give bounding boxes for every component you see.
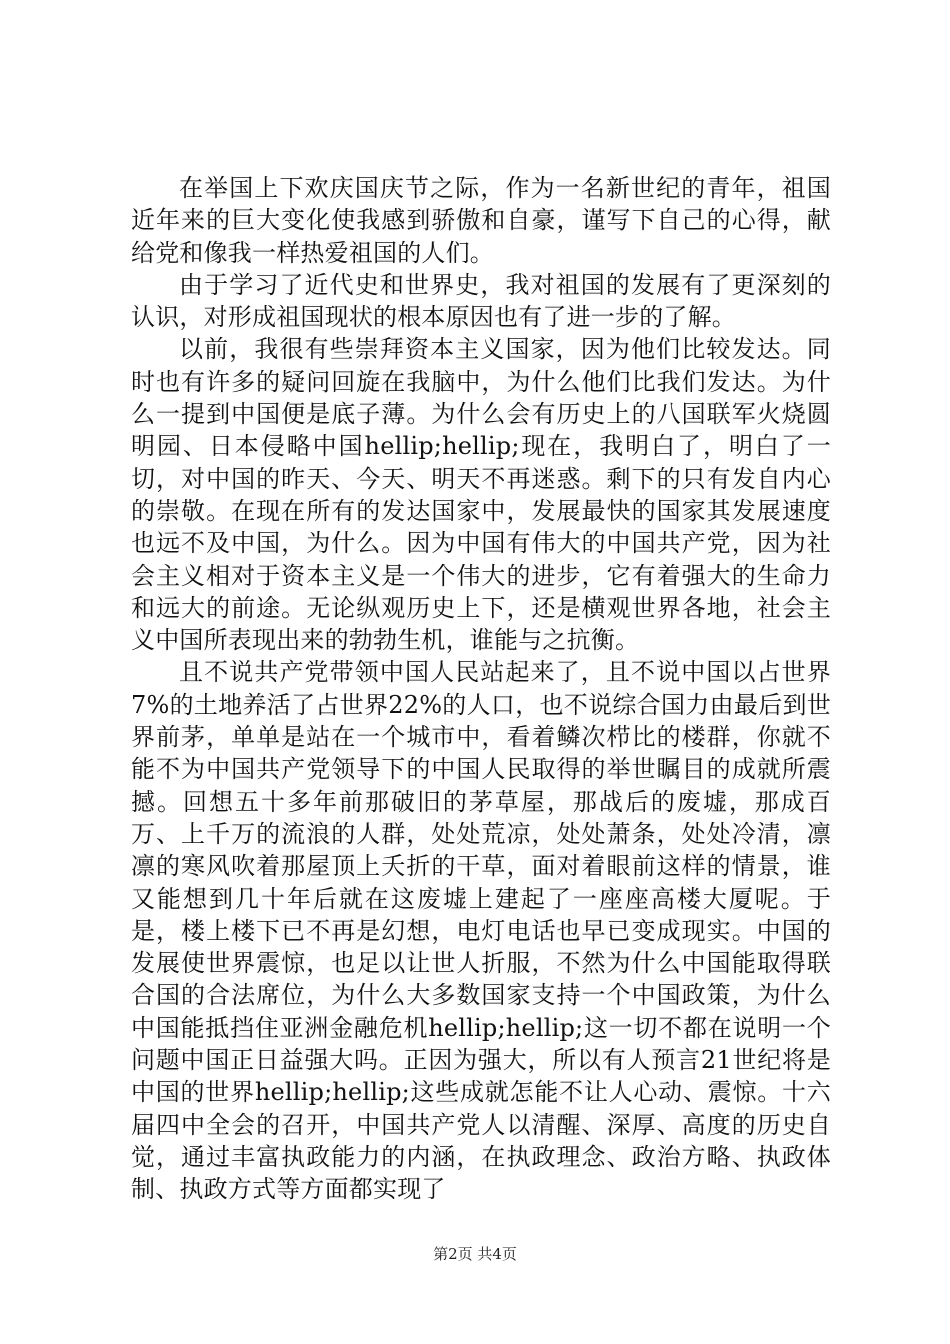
paragraph-2: 由于学习了近代史和世界史，我对祖国的发展有了更深刻的认识，对形成祖国现状的根本原因也有了进一步的了解。 xyxy=(131,270,831,332)
page-footer: 第2页 共4页 xyxy=(433,1245,517,1263)
paragraph-3: 以前，我很有些崇拜资本主义国家，因为他们比较发达。同时也有许多的疑问回旋在我脑中，为什么他们比我们发达。为什么一提到中国便是底子薄。为什么会有历史上的八国联军火烧圆明园、日本侵略中国hellip;hellip;现在，我明白了，明白了一切，对中国的昨天、今天、明天不再迷惑。剩下的只有发自内心的崇敬。在现在所有的发达国家中，发展最快的国家其发展速度也远不及中国，为什么。因为中国有伟大的中国共产党，因为社会主义相对于资本主义是一个伟大的进步，它有着强大的生命力和远大的前途。无论纵观历史上下，还是横观世界各地，社会主义中国所表现出来的勃勃生机，谁能与之抗衡。 xyxy=(131,335,831,655)
paragraph-4: 且不说共产党带领中国人民站起来了，且不说中国以占世界7%的土地养活了占世界22%的人口，也不说综合国力由最后到世界前茅，单单是站在一个城市中，看着鳞次栉比的楼群，你就不能不为中国共产党领导下的中国人民取得的举世瞩目的成就所震撼。回想五十多年前那破旧的茅草屋，那战后的废墟，那成百万、上千万的流浪的人群，处处荒凉，处处萧条，处处冷清，凛凛的寒风吹着那屋顶上夭折的干草，面对着眼前这样的情景，谁又能想到几十年后就在这废墟上建起了一座座高楼大厦呢。于是，楼上楼下已不再是幻想，电灯电话也早已变成现实。中国的发展使世界震惊，也足以让世人折服，不然为什么中国能取得联合国的合法席位，为什么大多数国家支持一个中国政策，为什么中国能抵挡住亚洲金融危机hellip;hellip;这一切不都在说明一个问题中国正日益强大吗。正因为强大，所以有人预言21世纪将是中国的世界hellip;hellip;这些成就怎能不让人心动、震惊。十六届四中全会的召开，中国共产党人以清醒、深厚、高度的历史自觉，通过丰富执政能力的内涵，在执政理念、政治方略、执政体制、执政方式等方面都实现了 xyxy=(131,658,831,1204)
paragraph-1: 在举国上下欢庆国庆节之际，作为一名新世纪的青年，祖国近年来的巨大变化使我感到骄傲和自豪，谨写下自己的心得，献给党和像我一样热爱祖国的人们。 xyxy=(131,174,831,267)
body-text xyxy=(131,172,831,1206)
